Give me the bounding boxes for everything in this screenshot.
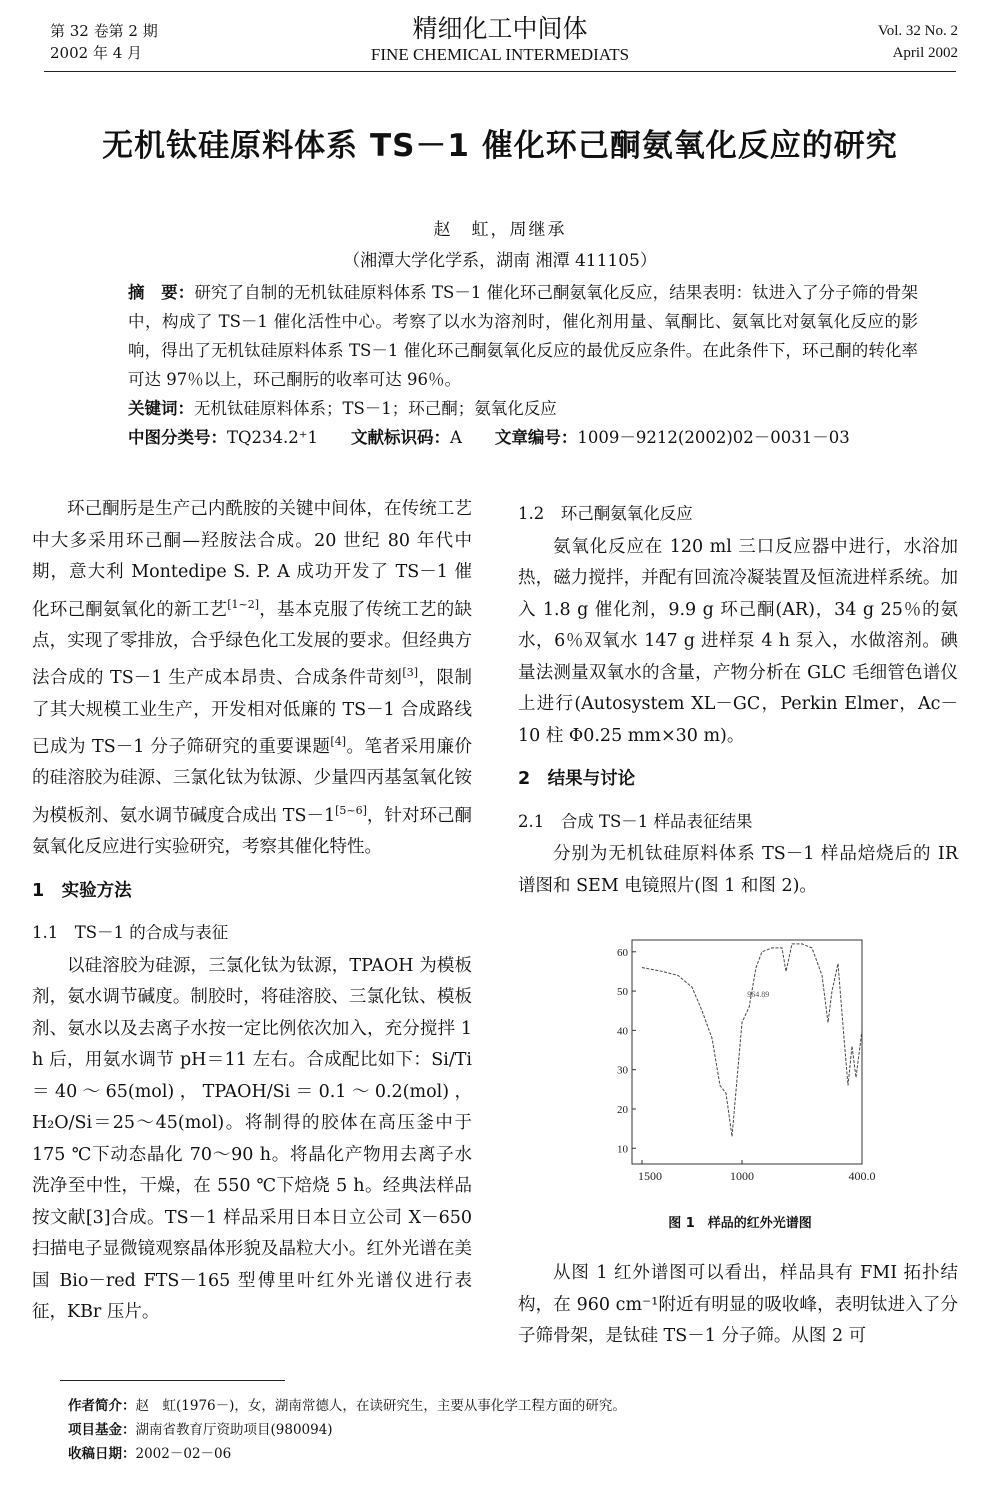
keywords-text: 无机钛硅原料体系；TS－1；环己酮；氨氧化反应 xyxy=(194,399,557,418)
left-column xyxy=(32,494,472,1329)
author-bio xyxy=(68,1394,626,1418)
citation: [5~6] xyxy=(335,803,367,817)
intro-text-2: ，基本克服了传统工艺的缺点，实现了零排放，合乎绿色化工发展的要求。但经典方法合成的 TS－1 生产成本昂贵、合成条件苛刻 xyxy=(32,599,473,689)
journal-issue xyxy=(50,20,158,64)
article-no-value: 1009－9212(2002)02－0031－03 xyxy=(577,428,850,447)
funding-label: 项目基金： xyxy=(68,1422,136,1438)
intro-text-4: 。笔者采用廉价的硅溶胶为硅源、三氯化钛为钛源、少量四丙基氢氧化铵为模板剂、氨水调节碱度合成出 TS－1 xyxy=(32,736,473,826)
discussion-paragraph: 从图 1 红外谱图可以看出，样品具有 FMI 拓扑结构，在 960 cm⁻¹附近有明显的吸收峰，表明钛进入了分子筛骨架，是钛硅 TS－1 分子筛。从图 2 可 xyxy=(518,1263,958,1346)
doc-code-value: A xyxy=(449,428,462,447)
citation: [3] xyxy=(402,666,418,680)
y-tick-label: 60 xyxy=(617,946,628,959)
clc-label: 中图分类号： xyxy=(128,428,227,447)
classification xyxy=(88,423,918,452)
x-tick-label: 1000 xyxy=(730,1169,754,1183)
reaction-paragraph: 氨氧化反应在 120 ml 三口反应器中进行，水浴加热，磁力搅拌，并配有回流冷凝装置及恒流进样系统。加入 1.8 g 催化剂，9.9 g 环己酮(AR)，34 g 25％的氨水，6％双氧水 147 g 进样泵 4 h 泵入，水做溶剂。碘量法测量双氧水的含量，产物分析在 GLC 毛细管色谱仪上进行(Autosystem XL－GC，Perkin Elmer，Ac－10 柱 Φ0.25 mm×30 m)。 xyxy=(518,536,958,746)
y-tick-label: 30 xyxy=(617,1064,628,1077)
x-tick-label: 400.0 xyxy=(848,1169,876,1183)
keywords xyxy=(88,394,918,423)
subsection-heading-2-1: 2.1 合成 TS－1 样品表征结果 xyxy=(518,811,753,831)
section-heading-2: 2 结果与讨论 xyxy=(518,769,636,789)
journal-title xyxy=(300,14,700,66)
affiliation: （湘潭大学化学系，湖南 湘潭 411105） xyxy=(343,251,657,271)
intro-text-1: 环己酮肟是生产己内酰胺的关键中间体，在传统工艺中大多采用环己酮—羟胺法合成。20 世纪 80 年代中期，意大利 Montedipe S. P. A 成功开发了 TS－1 催化环己酮氨氧化的新工艺 xyxy=(32,499,472,620)
intro-paragraph xyxy=(32,494,472,864)
paper-title: 无机钛硅原料体系 TS－1 催化环己酮氨氧化反应的研究 xyxy=(102,128,898,164)
right-column-continued xyxy=(518,1258,958,1353)
y-tick-label: 40 xyxy=(617,1025,628,1038)
abstract-label: 摘 要： xyxy=(128,283,195,302)
intro-text-3: ，限制了其大规模工业生产，开发相对低廉的 TS－1 合成路线已成为 TS－1 分子筛研究的重要课题 xyxy=(32,668,472,757)
y-tick-label: 50 xyxy=(617,986,628,999)
volume-en: Vol. 32 No. 2 xyxy=(877,23,958,39)
volume-issue: 第 32 卷第 2 期 xyxy=(50,22,158,40)
citation: [1~2] xyxy=(227,597,260,611)
section-heading-1: 1 实验方法 xyxy=(32,880,132,901)
ir-spectrum-chart xyxy=(600,932,880,1202)
journal-volume-en xyxy=(878,20,958,64)
subsection-heading-1-1: 1.1 TS－1 的合成与表征 xyxy=(32,923,229,943)
date-en: April 2002 xyxy=(892,45,958,61)
results-paragraph: 分别为无机钛硅原料体系 TS－1 样品焙烧后的 IR 谱图和 SEM 电镜照片(图 1 和图 2)。 xyxy=(518,844,958,896)
received-date-text: 2002－02－06 xyxy=(135,1446,232,1462)
subsection-heading-1-2: 1.2 环己酮氨氧化反应 xyxy=(518,504,693,523)
intro-text-5: ，针对环己酮氨氧化反应进行实验研究，考察其催化特性。 xyxy=(32,805,473,858)
citation: [4] xyxy=(330,735,347,749)
keywords-label: 关键词： xyxy=(128,399,194,418)
y-tick-label: 20 xyxy=(617,1103,628,1116)
header-rule xyxy=(44,71,956,72)
y-tick-label: 10 xyxy=(617,1143,628,1156)
abstract-text: 研究了自制的无机钛硅原料体系 TS－1 催化环己酮氨氧化反应，结果表明：钛进入了分子筛的骨架中，构成了 TS－1 催化活性中心。考察了以水为溶剂时，催化剂用量、氧酮比、氨氧比对氨氧化反应的影响，得出了无机钛硅原料体系 TS－1 催化环己酮氨氧化反应的最优反应条件。在此条件下，环己酮的转化率可达 97％以上，环己酮肟的收率可达 96％。 xyxy=(128,283,919,389)
footnote-rule xyxy=(60,1380,285,1381)
article-no-label: 文章编号： xyxy=(494,428,578,447)
x-tick-label: 1500 xyxy=(638,1169,662,1183)
clc-value: TQ234.2⁺1 xyxy=(227,428,318,447)
funding xyxy=(68,1418,626,1442)
spectrum-line xyxy=(642,944,862,1137)
doc-code-label: 文献标识码： xyxy=(350,428,450,447)
issue-date: 2002 年 4 月 xyxy=(50,44,143,62)
figure-caption: 图 1 样品的红外光谱图 xyxy=(668,1216,812,1231)
author-bio-label: 作者简介： xyxy=(68,1398,136,1414)
abstract-block xyxy=(88,278,918,452)
abstract xyxy=(88,278,918,394)
authors: 赵 虹，周继承 xyxy=(433,220,567,240)
funding-text: 湖南省教育厅资助项目(980094) xyxy=(135,1422,333,1438)
received-date-label: 收稿日期： xyxy=(68,1446,136,1462)
author-bio-text: 赵 虹(1976－)，女，湖南常德人，在读研究生，主要从事化学工程方面的研究。 xyxy=(135,1398,626,1414)
received-date xyxy=(68,1442,626,1466)
right-column xyxy=(518,494,958,902)
method-paragraph: 以硅溶胶为硅源，三氯化钛为钛源，TPAOH 为模板剂，氨水调节碱度。制胶时，将硅溶胶、三氯化钛、模板剂、氨水以及去离子水按一定比例依次加入，充分搅拌 1 h 后，用氨水调节 pH＝11 左右。合成配比如下：Si/Ti＝40～65(mol)，TPAOH/Si＝0.1～0.2(mol)，H₂O/Si＝25～45(mol)。将制得的胶体在高压釜中于 175 ℃下动态晶化 70～90 h。将晶化产物用去离子水洗净至中性，干燥，在 550 ℃下焙烧 5 h。经典法样品按文献[3]合成。TS－1 样品采用日本日立公司 X－650 扫描电子显微镜观察晶体形貌及晶粒大小。红外光谱在美国 Bio－red FTS－165 型傅里叶红外光谱仪进行表征，KBr 压片。 xyxy=(32,955,472,1323)
peak-annotation: 964.89 xyxy=(747,989,770,999)
footnotes xyxy=(68,1394,626,1466)
plot-frame xyxy=(632,940,862,1164)
journal-title-en: FINE CHEMICAL INTERMEDIATS xyxy=(370,45,630,64)
journal-title-cn: 精细化工中间体 xyxy=(412,14,588,43)
